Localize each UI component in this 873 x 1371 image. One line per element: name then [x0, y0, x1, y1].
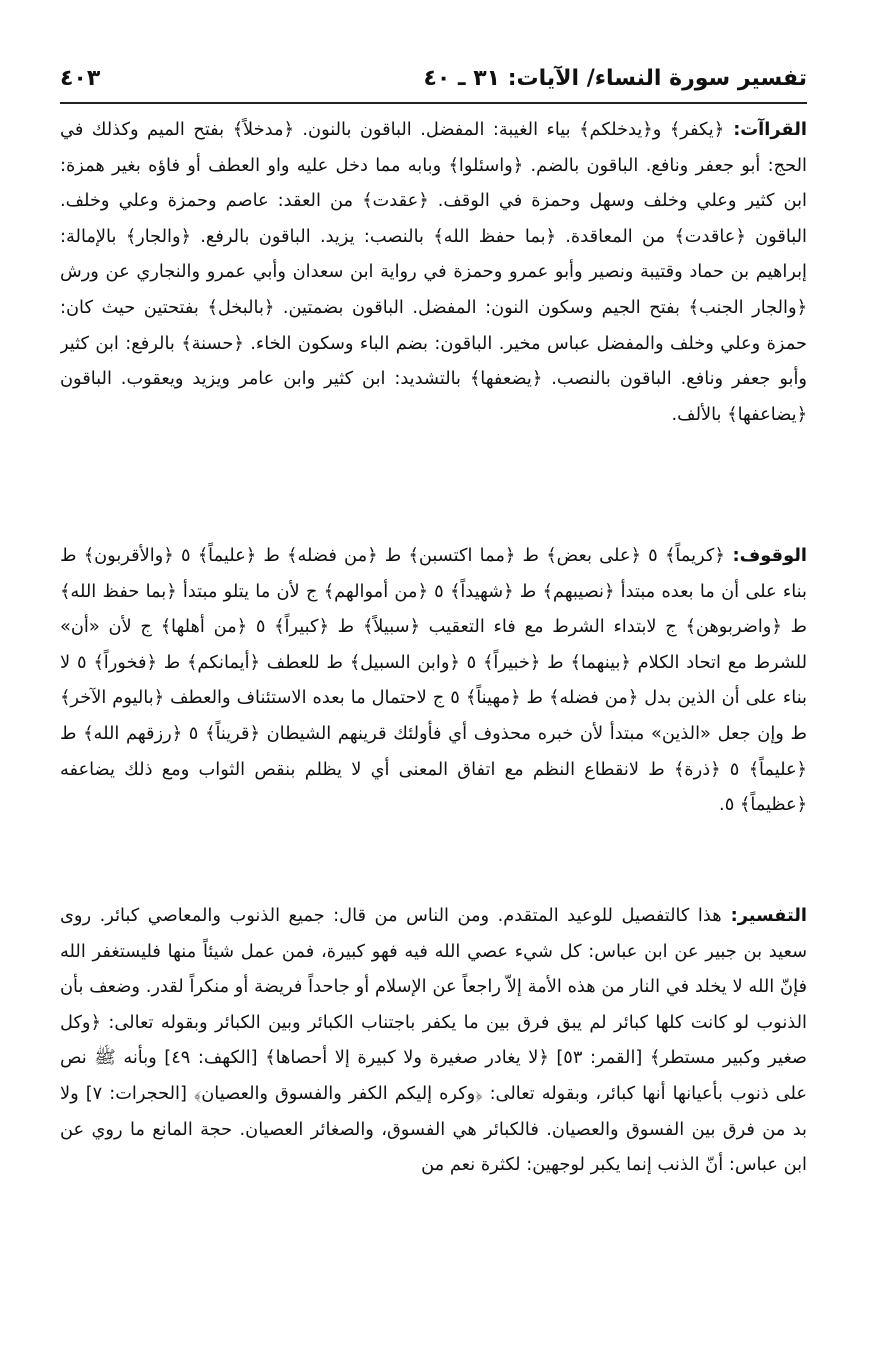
running-header — [60, 62, 807, 104]
readings-text: ﴿يكفر﴾ و﴿يدخلكم﴾ بياء الغيبة: المفضل. الباقون بالنون. ﴿مدخلاً﴾ بفتح الميم وكذلك في الحج: أبو جعفر ونافع. الباقون بالضم. ﴿واسئلوا﴾ وبابه مما دخل عليه واو العطف أو فاؤه بغير همزة: ابن كثير وعلي وخلف وسهل وحمزة في الوقف. ﴿عقدت﴾ من العقد: عاصم وحمزة وعلي وخلف. الباقون ﴿عاقدت﴾ من المعاقدة. ﴿بما حفظ الله﴾ بالنصب: يزيد. الباقون بالرفع. ﴿والجار﴾ بالإمالة: إبراهيم بن حماد وقتيبة ونصير وأبو عمرو وحمزة في رواية ابن سعدان وأبي عمرو والنجاري عن ورش ﴿والجار الجنب﴾ بفتح الجيم وسكون النون: المفضل. الباقون بضمتين. ﴿بالبخل﴾ بفتحتين حيث كان: حمزة وعلي وخلف والمفضل عباس مخير. الباقون: بضم الباء وسكون الخاء. ﴿حسنة﴾ بالرفع: ابن كثير وأبو جعفر ونافع. الباقون بالنصب. ﴿يضعفها﴾ بالتشديد: ابن كثير وابن عامر ويزيد ويعقوب. الباقون ﴿يضاعفها﴾ بالألف. — [60, 119, 807, 425]
stops-text: ﴿كريماً﴾ ٥ ﴿على بعض﴾ ط ﴿مما اكتسبن﴾ ط ﴿من فضله﴾ ط ﴿عليماً﴾ ٥ ﴿والأقربون﴾ ط بناء على أن ما بعده مبتدأ ﴿نصيبهم﴾ ط ﴿شهيداً﴾ ٥ ﴿من أموالهم﴾ ج لأن ما يتلو مبتدأ ﴿بما حفظ الله﴾ ط ﴿واضربوهن﴾ ج لابتداء الشرط مع فاء التعقيب ﴿سبيلاً﴾ ط ﴿كبيراً﴾ ٥ ﴿من أهلها﴾ ج لأن «أن» للشرط مع اتحاد الكلام ﴿بينهما﴾ ط ﴿خبيراً﴾ ٥ ﴿وابن السبيل﴾ ط للعطف ﴿أيمانكم﴾ ط ﴿فخوراً﴾ ٥ لا بناء على أن الذين بدل ﴿من فضله﴾ ط ﴿مهيناً﴾ ٥ ج لاحتمال ما بعده الاستئناف والعطف ﴿باليوم الآخر﴾ ط وإن جعل «الذين» مبتدأ لأن خبره محذوف أي فأولئك قرينهم الشيطان ﴿قريناً﴾ ٥ ﴿رزقهم الله﴾ ط ﴿عليماً﴾ ٥ ﴿ذرة﴾ ط لانقطاع النظم مع اتفاق المعنى أي لا يظلم بنقص الثواب ومع ذلك يضاعفه ﴿عظيماً﴾ ٥. — [60, 545, 807, 816]
tafsir-section — [60, 898, 807, 1278]
stops-section — [60, 538, 807, 896]
page-number: ٤٠٣ — [60, 66, 101, 91]
tafsir-text: هذا كالتفصيل للوعيد المتقدم. ومن الناس من قال: جميع الذنوب والمعاصي كبائر. روى سعيد بن جبير عن ابن عباس: كل شيء عصي الله فيه فهو كبيرة، فمن عمل شيئاً منها فليستغفر الله فإنّ الله لا يخلد في النار من هذه الأمة إلاّ راجعاً عن الإسلام أو جاحداً فريضة أو منكراً لقدر. وضعف بأن الذنوب لو كانت كلها كبائر لم يبق فرق بين ما يكفر باجتناب الكبائر وبين الكبائر وبقوله تعالى: ﴿وكل صغير وكبير مستطر﴾ [القمر: ٥٣] ﴿لا يغادر صغيرة ولا كبيرة إلا أحصاها﴾ [الكهف: ٤٩] وبأنه ﷺ نص على ذنوب بأعيانها أنها كبائر، وبقوله تعالى: ﴿وكره إليكم الكفر والفسوق والعصيان﴾ [الحجرات: ٧] ولا بد من فرق بين الفسوق والعصيان. فالكبائر هي الفسوق، والصغائر العصيان. حجة المانع ما روي عن ابن عباس: أنّ الذنب إنما يكبر لوجهين: لكثرة نعم من — [60, 905, 807, 1176]
running-title: تفسير سورة النساء/ الآيات: ٣١ ـ ٤٠ — [423, 66, 807, 91]
readings-section — [60, 112, 807, 532]
readings-heading: القراآت: — [724, 119, 807, 140]
tafsir-heading: التفسير: — [721, 905, 807, 926]
stops-heading: الوقوف: — [724, 545, 807, 566]
